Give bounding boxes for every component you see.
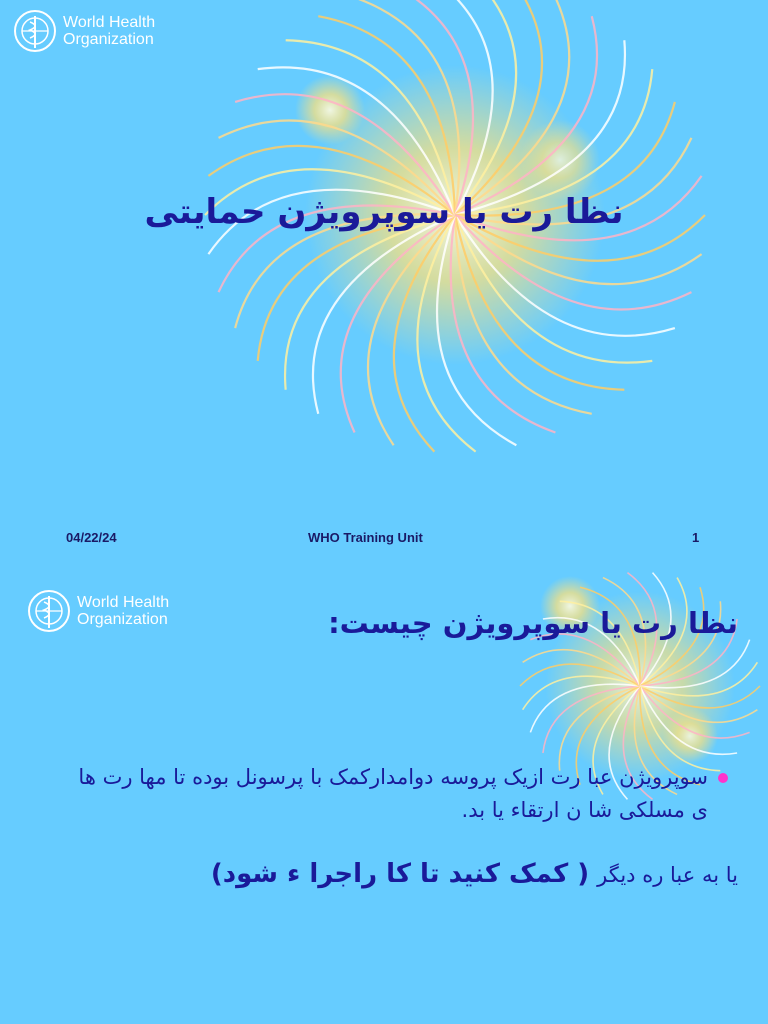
who-logo <box>26 588 169 634</box>
logo-line-1: World Health <box>77 594 170 611</box>
logo-line-2: Organization <box>77 611 168 628</box>
sun-glow <box>662 708 718 764</box>
logo-line-1: World Health <box>63 14 156 31</box>
who-emblem-icon <box>26 588 72 634</box>
footer-center: WHO Training Unit <box>308 530 423 545</box>
footer-page-number: 1 <box>692 530 700 545</box>
logo-text <box>63 14 155 48</box>
definition-emphasis: ( کمک کنید تا کا راجرا ء شود) <box>210 859 590 889</box>
footer-date: 04/22/24 <box>66 530 117 545</box>
bullet-item <box>60 761 728 827</box>
definition-lead: یا به عبا ره دیگر <box>597 863 738 887</box>
who-emblem-icon <box>12 8 58 54</box>
bullet-dot-icon <box>718 773 728 783</box>
slide-2 <box>0 556 768 1024</box>
slide-2-title: نظا رت یا سوپرویژن چیست: <box>328 606 738 640</box>
definition-line <box>211 859 738 889</box>
slide-1-title: نظا رت یا سوپرویژن حمایتی <box>144 192 624 232</box>
who-logo <box>12 8 155 54</box>
logo-line-2: Organization <box>63 31 154 48</box>
bullet-text: سوپرویژن عبا رت ازیک پروسه دوامدارکمک با پرسونل بوده تا مها رت ها ی مسلکی شا ن ارتقاء یا بد. <box>78 765 708 822</box>
logo-text <box>77 594 169 628</box>
